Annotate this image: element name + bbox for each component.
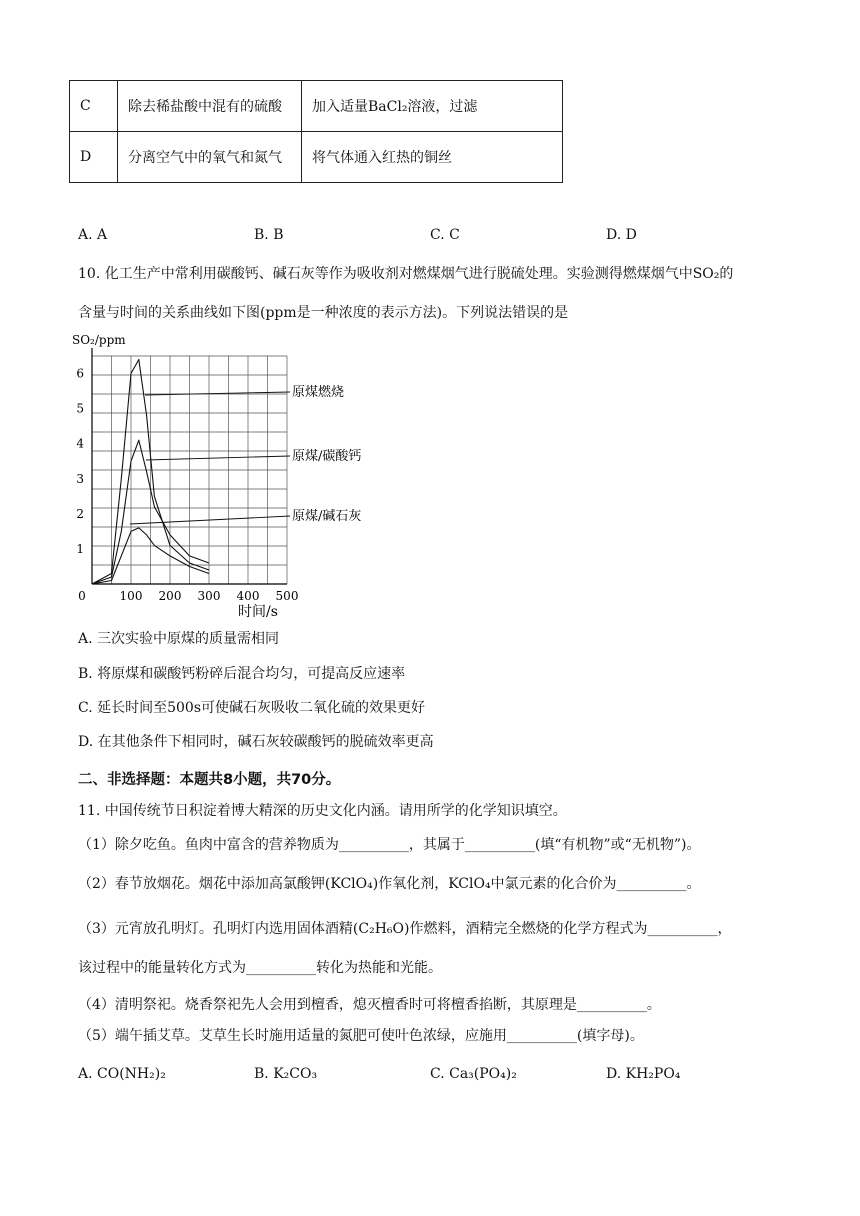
q10-stem-line2: 含量与时间的关系曲线如下图(ppm是一种浓度的表示方法)。下列说法错误的是 <box>78 305 569 321</box>
option-a[interactable]: A. CO(NH₂)₂ <box>78 1066 166 1082</box>
q11-part4: （4）清明祭祀。烧香祭祀先人会用到檀香，熄灭檀香时可将檀香掐断，其原理是__________。 <box>78 997 661 1013</box>
q11-part3: （3）元宵放孔明灯。孔明灯内选用固体酒精(C₂H₆O)作燃料，酒精完全燃烧的化学方程式为__________， <box>78 921 732 937</box>
option-c[interactable]: C. C <box>430 227 460 243</box>
x-tick-label: 300 <box>197 589 221 603</box>
x-tick-label: 200 <box>158 589 182 603</box>
x-axis-label: 时间/s <box>238 604 278 620</box>
row-label: D <box>70 132 118 183</box>
q10-option-d[interactable]: D. 在其他条件下相同时，碱石灰较碳酸钙的脱硫效率更高 <box>78 734 434 750</box>
option-d[interactable]: D. KH₂PO₄ <box>606 1066 681 1082</box>
legend-pointer <box>146 456 290 460</box>
q10-option-c[interactable]: C. 延长时间至500s可使碱石灰吸收二氧化硫的效果更好 <box>78 700 426 716</box>
q11-part3b: 该过程中的能量转化方式为__________转化为热能和光能。 <box>78 960 442 976</box>
x-tick-label: 100 <box>119 589 143 603</box>
x-tick-label: 400 <box>236 589 260 603</box>
row-purpose: 分离空气中的氧气和氮气 <box>118 132 302 183</box>
legend-pointer <box>130 516 290 524</box>
row-method: 加入适量BaCl₂溶液，过滤 <box>302 81 563 132</box>
option-c[interactable]: C. Ca₃(PO₄)₂ <box>430 1066 517 1082</box>
series-label: 原煤/碳酸钙 <box>292 449 362 464</box>
so2-chart <box>70 330 390 622</box>
x-tick-label: 0 <box>78 589 86 603</box>
table-row <box>70 81 563 132</box>
option-b[interactable]: B. K₂CO₃ <box>254 1066 318 1082</box>
q11-part1: （1）除夕吃鱼。鱼肉中富含的营养物质为__________，其属于__________(填“有机物”或“无机物”)。 <box>78 837 701 853</box>
section-title: 二、非选择题：本题共8小题，共70分。 <box>78 772 341 788</box>
y-tick-label: 3 <box>76 471 84 486</box>
row-purpose: 除去稀盐酸中混有的硫酸 <box>118 81 302 132</box>
series-label: 原煤燃烧 <box>292 385 345 400</box>
y-tick-label: 4 <box>76 436 84 451</box>
y-axis-label: SO₂/ppm <box>72 333 126 347</box>
q10-stem-line1: 10. 化工生产中常利用碳酸钙、碱石灰等作为吸收剂对燃煤烟气进行脱硫处理。实验测得燃煤烟气中SO₂的 <box>78 266 734 282</box>
y-tick-label: 2 <box>76 506 84 521</box>
legend-pointer <box>145 392 290 395</box>
y-tick-label: 5 <box>76 401 84 416</box>
y-tick-label: 6 <box>76 366 84 381</box>
table-row <box>70 132 563 183</box>
q11-stem: 11. 中国传统节日积淀着博大精深的历史文化内涵。请用所学的化学知识填空。 <box>78 803 567 819</box>
row-method: 将气体通入红热的铜丝 <box>302 132 563 183</box>
x-tick-label: 500 <box>275 589 299 603</box>
option-d[interactable]: D. D <box>606 227 637 243</box>
q10-option-b[interactable]: B. 将原煤和碳酸钙粉碎后混合均匀，可提高反应速率 <box>78 666 406 682</box>
option-b[interactable]: B. B <box>254 227 284 243</box>
q11-part5: （5）端午插艾草。艾草生长时施用适量的氮肥可使叶色浓绿，应施用__________(填字母)。 <box>78 1028 644 1044</box>
series-label: 原煤/碱石灰 <box>292 509 362 524</box>
q10-option-a[interactable]: A. 三次实验中原煤的质量需相同 <box>78 631 280 647</box>
y-tick-label: 1 <box>76 541 84 556</box>
row-label: C <box>70 81 118 132</box>
options-table <box>69 80 563 183</box>
option-a[interactable]: A. A <box>78 227 108 243</box>
q11-part2: （2）春节放烟花。烟花中添加高氯酸钾(KClO₄)作氧化剂，KClO₄中氯元素的化合价为__________。 <box>78 876 701 892</box>
